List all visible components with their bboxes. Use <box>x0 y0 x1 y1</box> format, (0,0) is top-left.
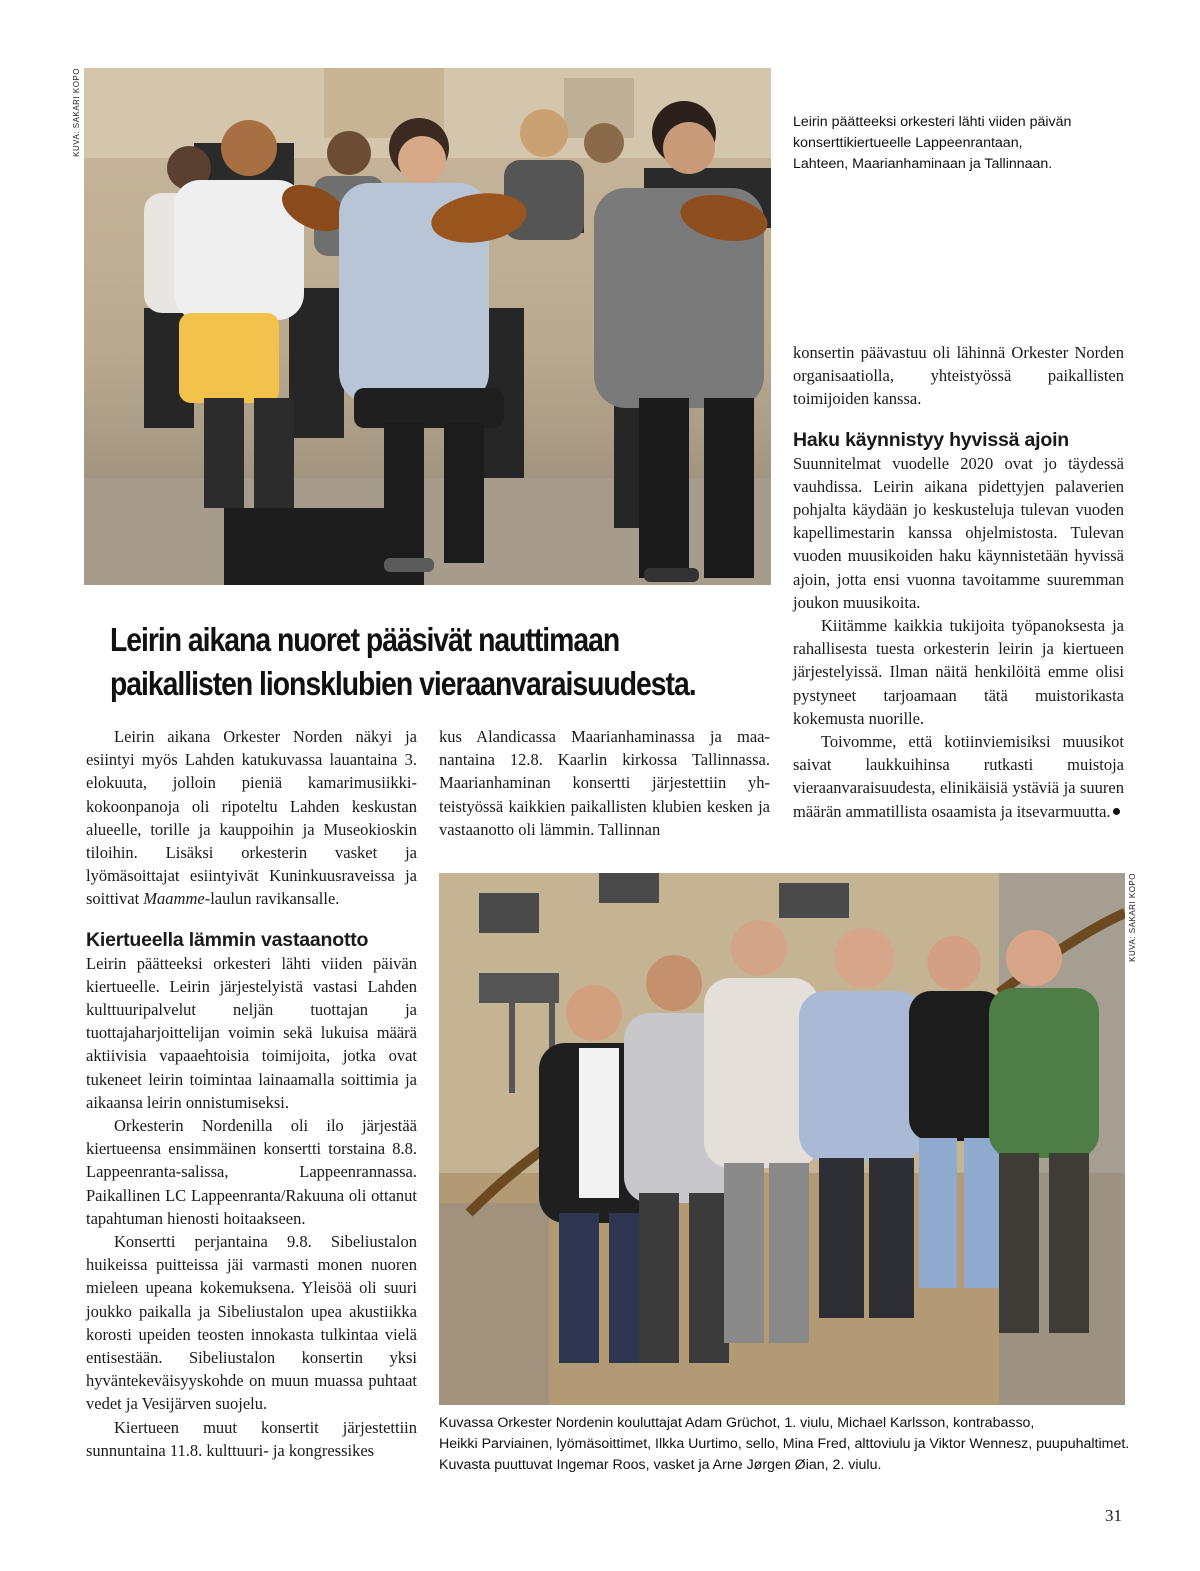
photo-credit-top: KUVA: SAKARI KOPO <box>72 68 81 157</box>
pull-quote-line: Leirin aikana nuoret pääsivät nauttimaan <box>110 621 620 658</box>
orchestra-rehearsal-photo <box>84 68 771 585</box>
paragraph: Konsertti perjantaina 9.8. Sibeliustalon huikeissa puitteissa jäi varmasti monen nuoren mieleen upeana kokemuksena. Yleisöä oli suuri joukko paikalla ja Sibeliustalon upea akustiikka korosti upeiden teosten innokasta tulkintaa vielä entisestään. Sibeliustalon konsertin yksi hyväntekeväisyyskohde on muun muassa puhtaat vedet ja Vesijärven suojelu. <box>86 1232 417 1414</box>
pull-quote-line: paikallisten lionsklubien vieraanvaraisuudesta. <box>110 665 696 702</box>
paragraph: Kiertueen muut konsertit järjestettiin sunnuntaina 11.8. kulttuuri- ja kongressikes <box>86 1417 417 1460</box>
photo-credit-bottom: KUVA: SAKARI KOPO <box>1128 873 1137 962</box>
top-photo-caption <box>793 112 1071 175</box>
caption-line: konserttikiertueelle Lappeenrantaan, <box>793 135 1023 151</box>
text: Toivomme, että kotiinviemisiksi muusikot saivat laukkuihinsa rutkasti muistoja vieraanvaraisuudesta, elinikäisiä ystäviä ja suuren määrän ammatillista osaamista ja itsevarmuutta. <box>793 732 1124 821</box>
paragraph <box>793 730 1124 823</box>
paragraph: kus Alandicassa Maarianhaminassa ja maanantaina 12.8. Kaarlin kirkossa Tallinnassa. Maarianhaminan konsertti järjestettiin yhteistyössä kaikkien paikallisten klubien kesken ja vastaanotto oli lämmin. Tallinnan <box>439 727 770 839</box>
paragraph <box>86 725 417 911</box>
end-mark-icon <box>1113 808 1120 815</box>
paragraph: Suunnitelmat vuodelle 2020 ovat jo täydessä vauhdissa. Leirin aikana pidettyjen palaverien pohjalta käydään jo keskusteluja tulevan vuoden kapellimestarin kanssa ohjelmistosta. Tulevan vuoden muusikoiden haku käynnistetään hyvissä ajoin, jotta ensi vuonna tavoitamme suuremman joukon muusikoita. <box>793 453 1124 612</box>
caption-line: Lahteen, Maarianhaminaan ja Tallinnaan. <box>793 156 1053 172</box>
bottom-photo-caption <box>439 1413 1129 1476</box>
section-heading: Haku käynnistyy hyvissä ajoin <box>793 428 1069 451</box>
article-column-2 <box>439 725 770 841</box>
article-column-3 <box>793 341 1124 823</box>
song-title: Maamme <box>143 889 205 909</box>
caption-line: Heikki Parviainen, lyömäsoittimet, Ilkka Uurtimo, sello, Mina Fred, alttoviulu ja Viktor Wennesz, puupuhaltimet. <box>439 1436 1130 1452</box>
text: Leirin aikana Orkester Norden näkyi ja esiintyi myös Lahden katukuvassa lauantaina 3. elokuuta, jolloin pieniä kamarimusiikkikokoonpanoja oli ripoteltu Lahden keskustan alueelle, torille ja kauppoihin ja Museokioskin tiloihin. Lisäksi orkesterin vasket ja lyömäsoittajat esiintyivät Kuninkuusraveissa ja soittivat <box>86 727 417 909</box>
section-heading: Kiertueella lämmin vastaanotto <box>86 928 369 951</box>
paragraph: Orkesterin Nordenilla oli ilo järjestää kiertueensa ensimmäinen konsertti torstaina 8.8. Lappeenranta-salissa, Lappeenrannassa. Paikallinen LC Lappeenranta/Rakuuna oli ottanut tapahtuman hienosti hoitaakseen. <box>86 1116 417 1228</box>
caption-line: Kuvasta puuttuvat Ingemar Roos, vasket ja Arne Jørgen Øian, 2. viulu. <box>439 1457 882 1473</box>
trainers-group-photo <box>439 873 1125 1405</box>
caption-line: Leirin päätteeksi orkesteri lähti viiden päivän <box>793 114 1072 130</box>
paragraph: Kiitämme kaikkia tukijoita työpanoksesta ja rahallisesta tuesta orkesterin leirin ja kiertueen järjestelyissä. Ilman näitä henkilöitä emme olisi pystyneet tarjoamaan tätä muistorikasta kokemusta nuorille. <box>793 616 1124 728</box>
paragraph: konsertin päävastuu oli lähinnä Orkester Norden organisaatiolla, yhteistyössä paikallisten toimijoiden kanssa. <box>793 343 1124 409</box>
pull-quote <box>110 618 696 706</box>
article-column-1 <box>86 725 417 1462</box>
caption-line: Kuvassa Orkester Nordenin kouluttajat Adam Grüchot, 1. viulu, Michael Karlsson, kontrabasso, <box>439 1415 1035 1431</box>
text: -laulun ravikansalle. <box>204 889 340 909</box>
paragraph: Leirin päätteeksi orkesteri lähti viiden päivän kiertueelle. Leirin järjestelyistä vastasi Lahden kulttuuripalvelut neljän tuottajan ja tuottajaharjoittelijan voimin sekä lukuisa määrä aktiivisia vapaaehtoisia toimijoita, jotka ovat tukeneet leirin toimintaa lainaamalla soittimia ja aikaansa leirin onnistumiseksi. <box>86 953 417 1112</box>
page-number: 31 <box>1105 1506 1122 1525</box>
